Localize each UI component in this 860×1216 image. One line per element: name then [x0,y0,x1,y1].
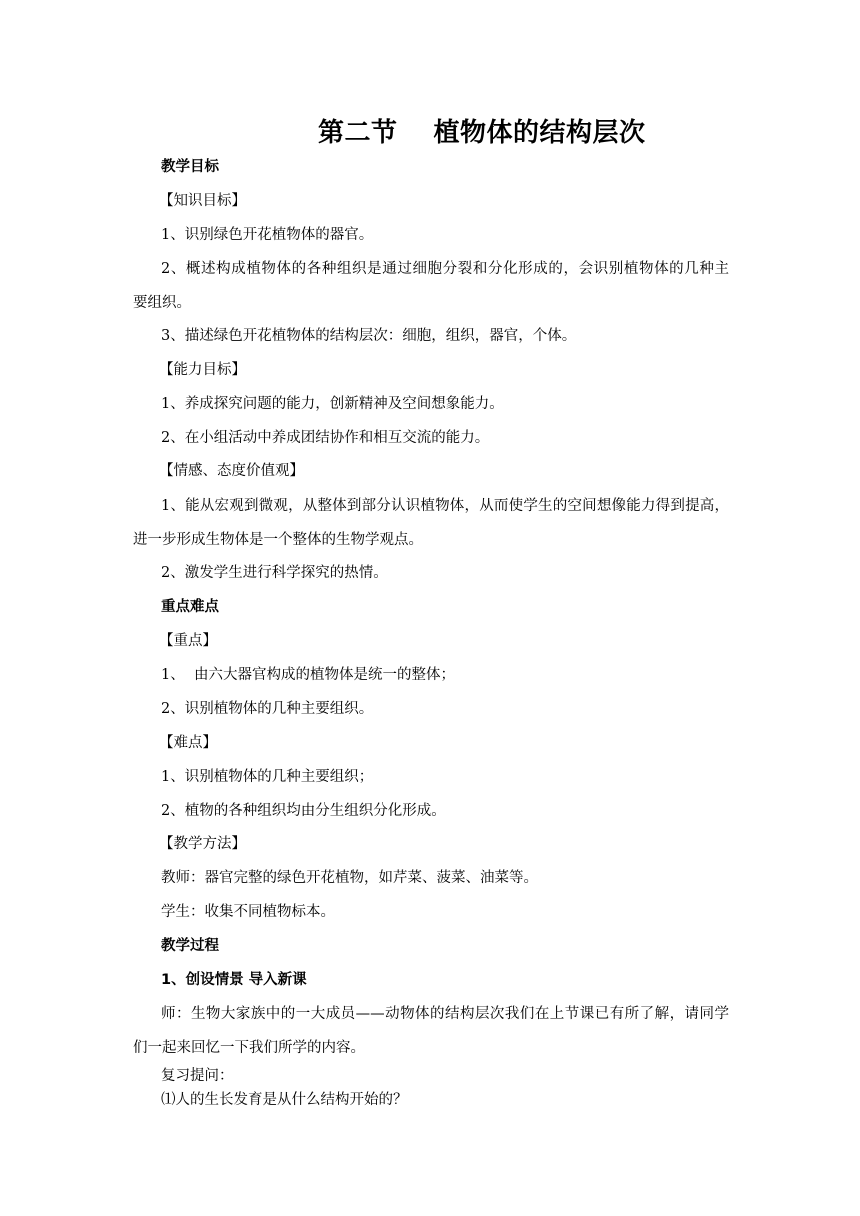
paragraph-line: 要组织。 [133,295,191,311]
subheading-intro: 1、创设情景 导入新课 [161,972,307,988]
paragraph: 2、在小组活动中养成团结协作和相互交流的能力。 [161,430,490,446]
subheading-ability-goals: 【能力目标】 [159,362,246,378]
paragraph: 2、识别植物体的几种主要组织。 [161,701,374,717]
paragraph: ⑴人的生长发育是从什么结构开始的？ [161,1092,408,1108]
paragraph-line: 们一起来回忆一下我们所学的内容。 [133,1040,365,1056]
paragraph-block [133,252,729,320]
subheading-knowledge-goals: 【知识目标】 [159,193,246,209]
paragraph: 教师：器官完整的绿色开花植物，如芹菜、菠菜、油菜等。 [161,870,538,886]
heading-teaching-goals: 教学目标 [161,159,219,175]
paragraph-block [133,489,729,557]
paragraph-line: 师：生物大家族中的一大成员——动物体的结构层次我们在上节课已有所了解，请同学 [161,1006,729,1022]
paragraph-line: 1、能从宏观到微观，从整体到部分认识植物体，从而使学生的空间想像能力得到提高， [161,498,729,514]
heading-key-points: 重点难点 [161,599,219,615]
paragraph: 复习提问： [161,1068,234,1084]
paragraph-line: 进一步形成生物体是一个整体的生物学观点。 [133,532,423,548]
paragraph: 2、激发学生进行科学探究的热情。 [161,565,388,581]
page-title: 第二节 植物体的结构层次 [318,118,646,148]
subheading-difficulty: 【难点】 [159,735,217,751]
paragraph: 2、植物的各种组织均由分生组织分化形成。 [161,803,446,819]
paragraph-line: 2、概述构成植物体的各种组织是通过细胞分裂和分化形成的，会识别植物体的几种主 [161,261,729,277]
paragraph-block [133,997,729,1065]
paragraph: 1、识别植物体的几种主要组织； [161,769,374,785]
subheading-key-point: 【重点】 [159,633,217,649]
paragraph: 3、描述绿色开花植物体的结构层次：细胞，组织，器官，个体。 [161,328,577,344]
paragraph: 1、识别绿色开花植物体的器官。 [161,227,374,243]
paragraph: 学生：收集不同植物标本。 [161,904,335,920]
paragraph: 1、 由六大器官构成的植物体是统一的整体； [161,667,455,683]
subheading-emotion-values: 【情感、态度价值观】 [159,463,304,479]
paragraph: 1、养成探究问题的能力，创新精神及空间想象能力。 [161,396,504,412]
subheading-teaching-method: 【教学方法】 [159,836,246,852]
heading-teaching-process: 教学过程 [161,938,219,954]
